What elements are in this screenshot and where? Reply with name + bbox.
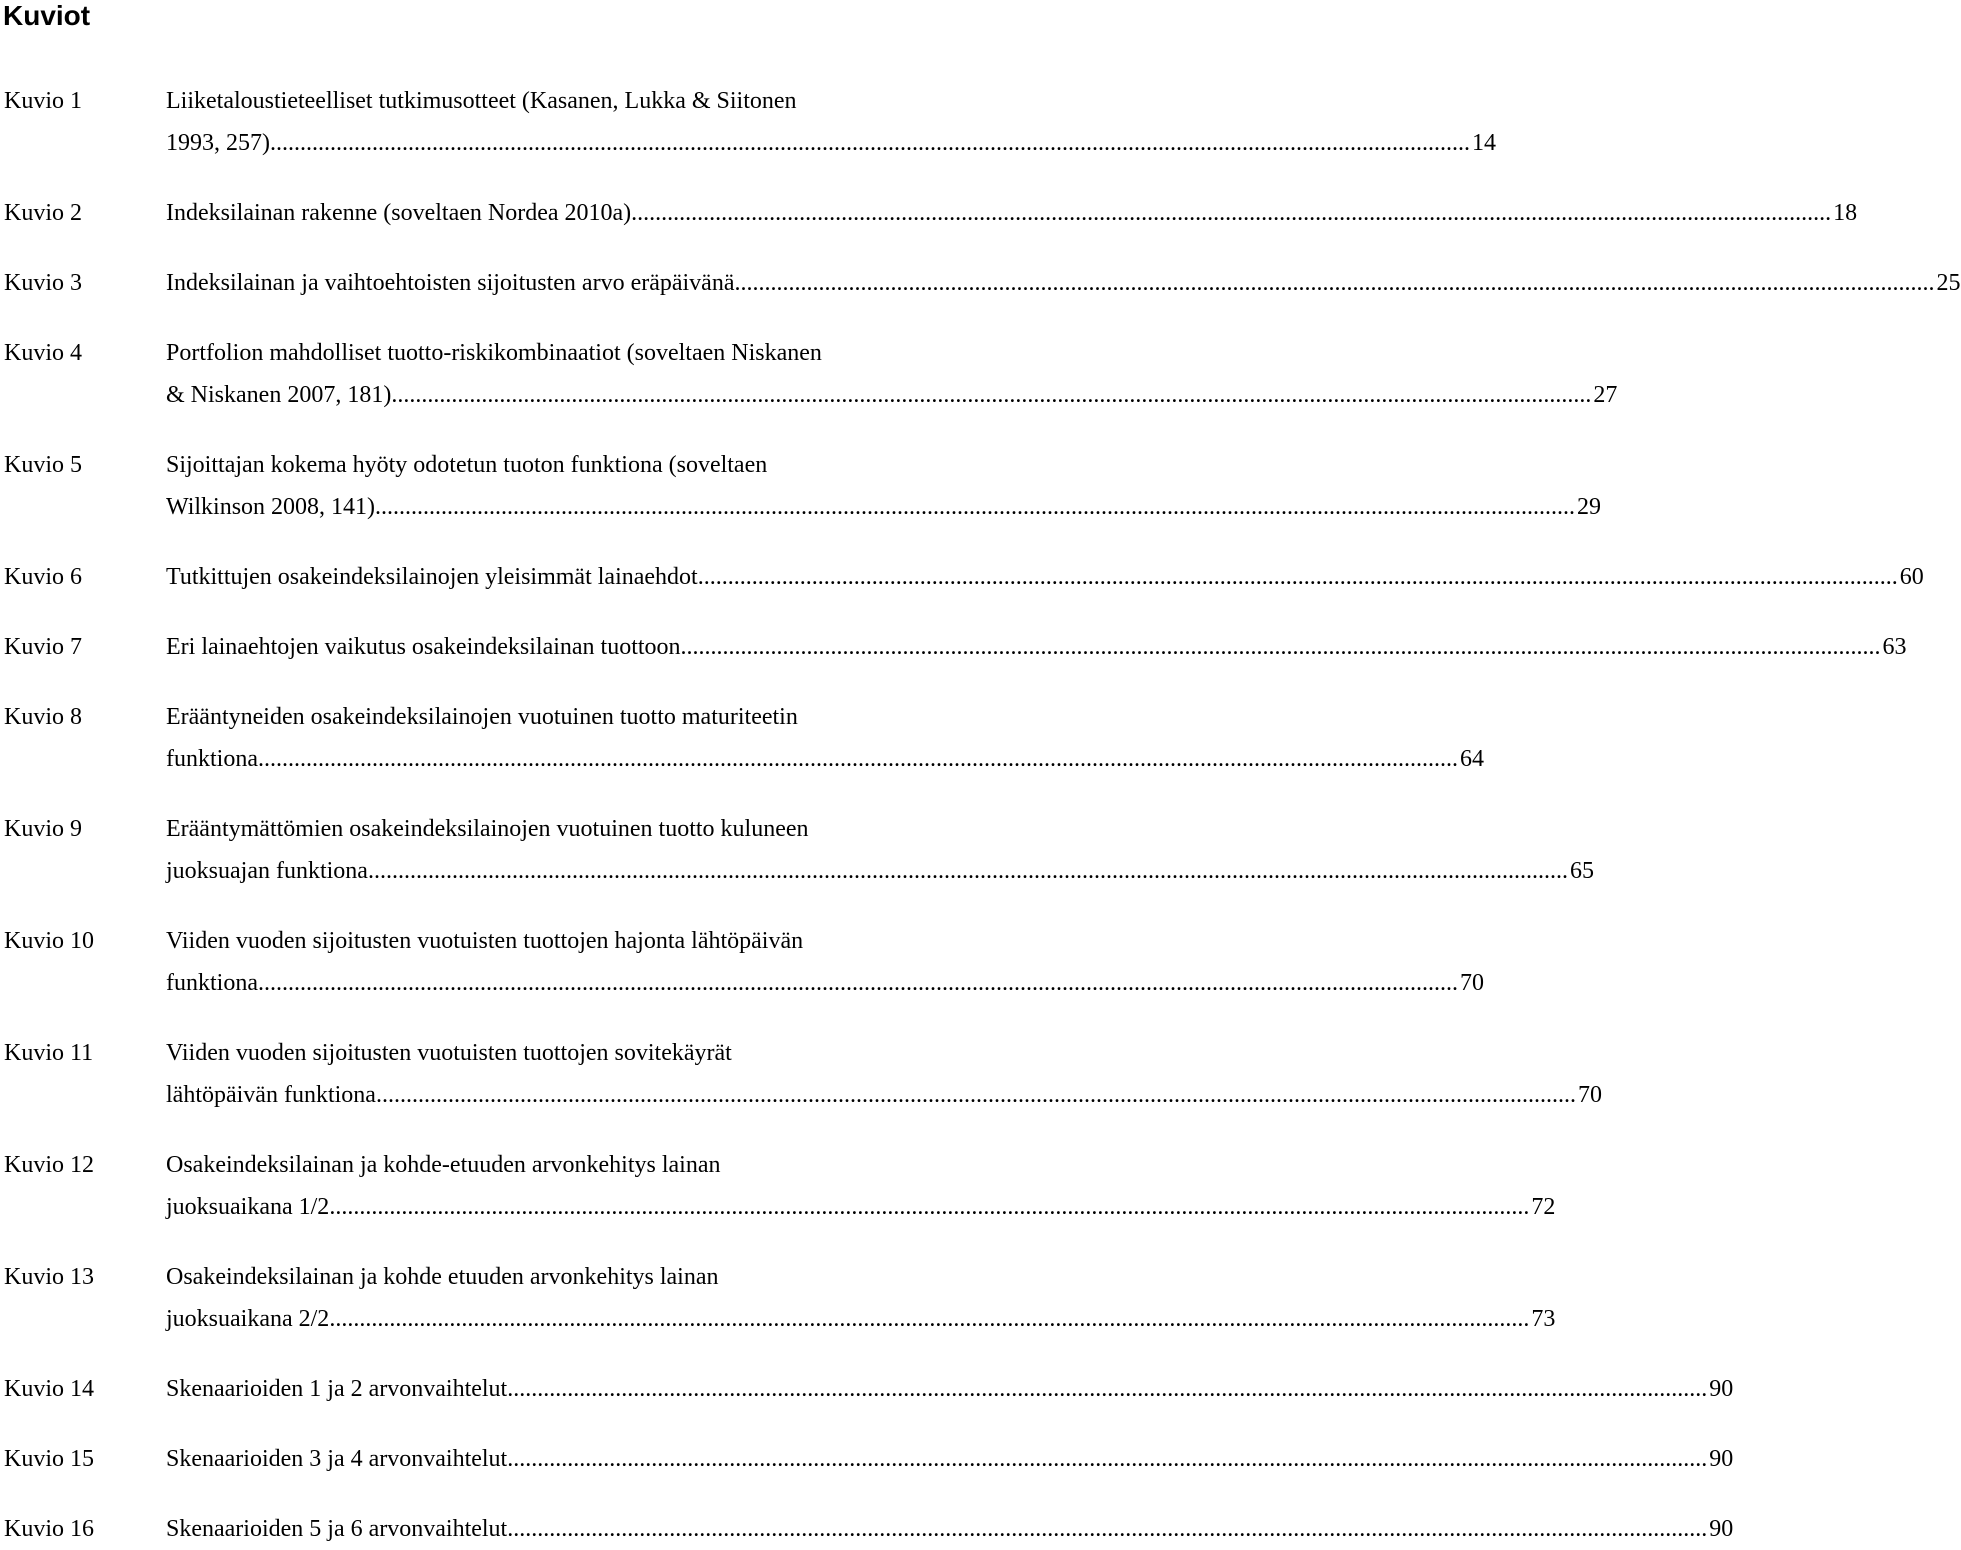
figure-caption-line: Erääntymättömien osakeindeksilainojen vuotuinen tuotto kuluneen: [166, 816, 809, 842]
figure-label: Kuvio 9: [4, 816, 82, 842]
page-number: 90: [1709, 1376, 1734, 1402]
figure-caption: juoksuaikana 2/2: [166, 1306, 330, 1332]
figure-label: Kuvio 7: [4, 634, 82, 660]
dot-leader: ........................................................................................................................................................................................................: [631, 200, 1832, 226]
figure-label: Kuvio 5: [4, 452, 82, 478]
figure-caption: Eri lainaehtojen vaikutus osakeindeksilainan tuottoon: [166, 634, 681, 660]
page-number: 18: [1833, 200, 1858, 226]
figure-label: Kuvio 12: [4, 1152, 94, 1178]
page-number: 70: [1577, 1082, 1602, 1108]
figure-caption-line: Sijoittajan kokema hyöty odotetun tuoton funktiona (soveltaen: [166, 452, 768, 478]
figure-label: Kuvio 10: [4, 928, 94, 954]
figure-caption: lähtöpäivän funktiona: [166, 1082, 376, 1108]
page-number: 25: [1936, 270, 1961, 296]
figure-label: Kuvio 15: [4, 1446, 94, 1472]
page-number: 90: [1709, 1516, 1734, 1542]
dot-leader: ........................................................................................................................................................................................................: [507, 1516, 1708, 1542]
dot-leader: ........................................................................................................................................................................................................: [375, 494, 1576, 520]
page-number: 29: [1577, 494, 1602, 520]
page-number: 60: [1899, 564, 1924, 590]
figure-caption-line: Osakeindeksilainan ja kohde etuuden arvonkehitys lainan: [166, 1264, 719, 1290]
figure-label: Kuvio 11: [4, 1040, 94, 1066]
page-number: 90: [1709, 1446, 1734, 1472]
dot-leader: ........................................................................................................................................................................................................: [329, 1194, 1530, 1220]
figure-label: Kuvio 1: [4, 88, 82, 114]
dot-leader: ........................................................................................................................................................................................................: [507, 1446, 1708, 1472]
figure-caption: 1993, 257): [166, 130, 270, 156]
figure-caption: Indeksilainan ja vaihtoehtoisten sijoitusten arvo eräpäivänä: [166, 270, 735, 296]
dot-leader: ........................................................................................................................................................................................................: [507, 1376, 1708, 1402]
dot-leader: ........................................................................................................................................................................................................: [375, 1082, 1576, 1108]
page-number: 14: [1472, 130, 1496, 156]
page-number: 73: [1531, 1306, 1556, 1332]
dot-leader: ........................................................................................................................................................................................................: [391, 382, 1592, 408]
dot-leader: ........................................................................................................................................................................................................: [734, 270, 1935, 296]
figure-caption: & Niskanen 2007, 181): [166, 382, 392, 408]
dot-leader: ........................................................................................................................................................................................................: [329, 1306, 1530, 1332]
figure-caption-line: Portfolion mahdolliset tuotto-riskikombinaatiot (soveltaen Niskanen: [166, 340, 822, 366]
figure-label: Kuvio 3: [4, 270, 82, 296]
figure-caption-line: Viiden vuoden sijoitusten vuotuisten tuottojen sovitekäyrät: [166, 1040, 732, 1066]
figure-caption: Skenaarioiden 3 ja 4 arvonvaihtelut: [166, 1446, 508, 1472]
dot-leader: ........................................................................................................................................................................................................: [257, 746, 1458, 772]
figure-label: Kuvio 2: [4, 200, 82, 226]
dot-leader: ........................................................................................................................................................................................................: [257, 970, 1458, 996]
figure-caption-line: Osakeindeksilainan ja kohde-etuuden arvonkehitys lainan: [166, 1152, 721, 1178]
dot-leader: ........................................................................................................................................................................................................: [680, 634, 1881, 660]
page-number: 65: [1569, 858, 1594, 884]
figure-label: Kuvio 16: [4, 1516, 94, 1542]
figure-caption-line: Erääntyneiden osakeindeksilainojen vuotuinen tuotto maturiteetin: [166, 704, 798, 730]
figure-caption: Tutkittujen osakeindeksilainojen yleisimmät lainaehdot: [166, 564, 698, 590]
page-number: 63: [1882, 634, 1907, 660]
page-number: 64: [1459, 746, 1484, 772]
figure-label: Kuvio 4: [4, 340, 82, 366]
figure-caption-line: Viiden vuoden sijoitusten vuotuisten tuottojen hajonta lähtöpäivän: [166, 928, 804, 954]
figure-caption: funktiona: [166, 746, 258, 772]
figure-caption: Skenaarioiden 5 ja 6 arvonvaihtelut: [166, 1516, 508, 1542]
page-number: 70: [1459, 970, 1484, 996]
figure-caption: juoksuajan funktiona: [166, 858, 368, 884]
figure-label: Kuvio 8: [4, 704, 82, 730]
figure-label: Kuvio 6: [4, 564, 82, 590]
figure-caption-line: Liiketaloustieteelliset tutkimusotteet (Kasanen, Lukka & Siitonen: [166, 88, 797, 114]
figure-caption: funktiona: [166, 970, 258, 996]
figure-caption: Wilkinson 2008, 141): [166, 494, 376, 520]
page-title: Kuviot: [3, 0, 91, 31]
page-number: 27: [1593, 382, 1618, 408]
figure-label: Kuvio 14: [4, 1376, 94, 1402]
figure-caption: juoksuaikana 1/2: [166, 1194, 330, 1220]
figure-label: Kuvio 13: [4, 1264, 94, 1290]
figure-caption: Indeksilainan rakenne (soveltaen Nordea 2010a): [166, 200, 632, 226]
page-number: 72: [1531, 1194, 1556, 1220]
figure-caption: Skenaarioiden 1 ja 2 arvonvaihtelut: [166, 1376, 508, 1402]
dot-leader: ........................................................................................................................................................................................................: [367, 858, 1568, 884]
dot-leader: ........................................................................................................................................................................................................: [270, 130, 1470, 156]
dot-leader: ........................................................................................................................................................................................................: [697, 564, 1898, 590]
